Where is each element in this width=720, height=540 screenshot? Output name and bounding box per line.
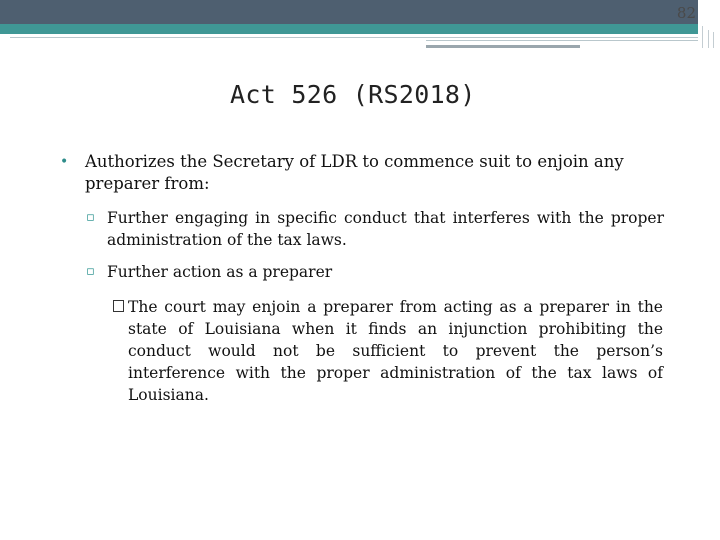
header-accent-bar [0,24,698,34]
square-bullet-icon: ▫ [86,210,95,225]
sub-sub-bullet-text: The court may enjoin a preparer from acting as a preparer in the state of Louisiana when it finds an injunction prohibiting the conduct would not be sufficient to prevent the person’s interference with the proper administration of the tax laws of Louisiana. [128,298,663,404]
header-rule [10,37,698,38]
decorative-line [713,32,714,48]
square-bullet-icon: ▫ [86,264,95,279]
header-rule [426,45,580,48]
sub-bullet-text: Further action as a preparer [107,263,333,281]
bullet-item [60,151,665,195]
decorative-line [702,26,703,48]
bullet-dot-icon: • [60,154,69,170]
header-rule [426,40,698,41]
slide-title: Act 526 (RS2018) [230,80,476,109]
missing-glyph-box-icon [113,300,124,312]
sub-bullet-item [86,261,664,283]
bullet-text: Authorizes the Secretary of LDR to commence suit to enjoin any preparer from: [85,152,624,193]
sub-bullet-item [86,207,664,251]
decorative-line [708,30,709,48]
page-number: 82 [676,4,696,22]
sub-bullet-text: Further engaging in specific conduct that interferes with the proper administration of the tax laws. [107,209,664,249]
header-bar [0,0,698,24]
sub-sub-bullet-item [113,296,663,406]
